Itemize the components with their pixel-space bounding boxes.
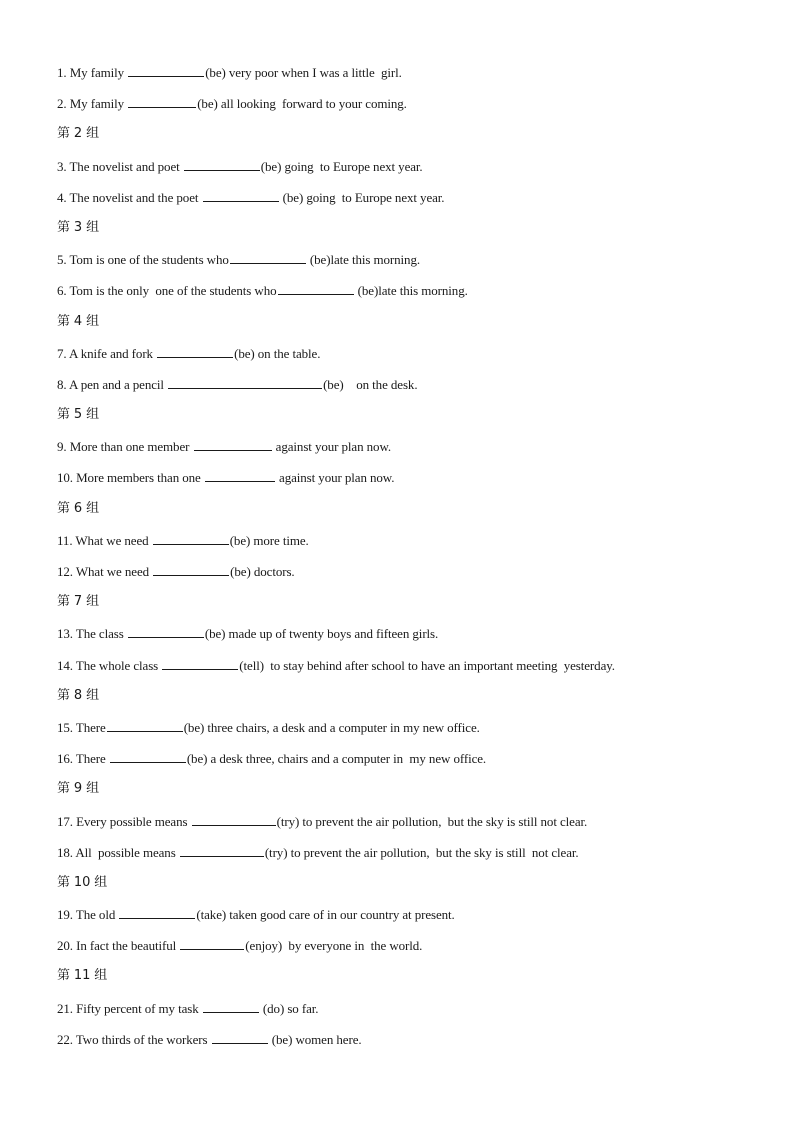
question-line [57, 717, 757, 748]
answer-blank[interactable] [157, 343, 233, 358]
group-heading-text: 第 7 组 [57, 594, 100, 610]
question-suffix: (do) so far. [259, 1000, 319, 1016]
answer-blank[interactable] [180, 842, 264, 857]
question-suffix: (be) made up of twenty boys and fifteen girls. [204, 626, 439, 642]
group-heading-text: 第 9 组 [57, 781, 100, 797]
question-line [57, 935, 757, 966]
question-suffix: (enjoy) by everyone in the world. [245, 938, 423, 954]
question-prefix: 3. The novelist and poet [57, 158, 183, 174]
group-heading-text: 第 6 组 [57, 500, 100, 516]
question-line [57, 530, 757, 561]
question-suffix: (be) all looking forward to your coming. [197, 96, 407, 112]
answer-blank[interactable] [153, 561, 229, 576]
answer-blank[interactable] [212, 1029, 268, 1044]
question-prefix: 8. A pen and a pencil [57, 376, 168, 392]
question-suffix: (be) doctors. [230, 564, 295, 579]
question-prefix: 6. Tom is the only one of the students who [57, 283, 277, 299]
answer-blank[interactable] [168, 374, 322, 389]
answer-blank[interactable] [107, 717, 183, 732]
question-suffix: (be) going to Europe next year. [279, 189, 445, 205]
answer-blank[interactable] [184, 156, 260, 171]
question-prefix: 18. All possible means [57, 844, 179, 860]
question-suffix: (try) to prevent the air pollution, but the sky is still not clear. [264, 844, 579, 860]
group-heading [57, 405, 757, 436]
question-line [57, 374, 757, 405]
group-heading-text: 第 2 组 [57, 126, 100, 142]
question-suffix: (be) three chairs, a desk and a computer in my new office. [183, 719, 480, 735]
question-prefix: 1. My family [57, 65, 128, 80]
question-line [57, 249, 757, 280]
question-suffix: (try) to prevent the air pollution, but the sky is still not clear. [276, 813, 588, 829]
answer-blank[interactable] [128, 93, 196, 108]
question-line [57, 280, 757, 311]
question-suffix: (be) more time. [229, 532, 309, 548]
question-prefix: 20. In fact the beautiful [57, 938, 180, 954]
question-suffix: against your plan now. [275, 470, 395, 486]
group-heading-text: 第 3 组 [57, 219, 100, 235]
question-prefix: 4. The novelist and the poet [57, 189, 202, 205]
question-prefix: 15. There [57, 719, 106, 735]
group-heading [57, 124, 757, 155]
question-line [57, 156, 757, 187]
question-prefix: 14. The whole class [57, 657, 162, 673]
question-line [57, 62, 757, 93]
question-prefix: 16. There [57, 751, 109, 767]
question-prefix: 2. My family [57, 96, 128, 112]
question-prefix: 5. Tom is one of the students who [57, 252, 229, 268]
question-suffix: (be)late this morning. [306, 252, 420, 268]
group-heading-text: 第 11 组 [57, 968, 108, 984]
question-prefix: 10. More members than one [57, 470, 204, 486]
group-heading-text: 第 4 组 [57, 313, 100, 329]
question-prefix: 11. What we need [57, 532, 152, 548]
question-line [57, 655, 757, 686]
answer-blank[interactable] [205, 467, 275, 482]
answer-blank[interactable] [153, 530, 229, 545]
question-prefix: 7. A knife and fork [57, 345, 157, 361]
group-heading [57, 966, 757, 997]
question-suffix: (tell) to stay behind after school to have an important meeting yesterday. [239, 657, 615, 673]
answer-blank[interactable] [128, 62, 204, 77]
question-suffix: (be) going to Europe next year. [260, 158, 423, 174]
answer-blank[interactable] [180, 935, 244, 950]
group-heading-text: 第 10 组 [57, 874, 108, 890]
question-suffix: (be) on the table. [234, 345, 321, 361]
question-prefix: 13. The class [57, 626, 127, 642]
group-heading [57, 499, 757, 530]
question-suffix: (be) very poor when I was a little girl. [205, 65, 402, 80]
question-line [57, 561, 757, 592]
group-heading [57, 218, 757, 249]
group-heading [57, 686, 757, 717]
question-line [57, 343, 757, 374]
question-line [57, 187, 757, 218]
answer-blank[interactable] [203, 187, 279, 202]
question-line [57, 998, 757, 1029]
group-heading-text: 第 8 组 [57, 687, 100, 703]
answer-blank[interactable] [162, 655, 238, 670]
question-line [57, 436, 757, 467]
answer-blank[interactable] [278, 280, 354, 295]
group-heading [57, 312, 757, 343]
question-suffix: (be) a desk three, chairs and a computer in my new office. [186, 751, 487, 767]
group-heading [57, 873, 757, 904]
answer-blank[interactable] [128, 623, 204, 638]
answer-blank[interactable] [192, 811, 276, 826]
question-line [57, 467, 757, 498]
worksheet [57, 62, 757, 1060]
question-prefix: 12. What we need [57, 564, 153, 579]
answer-blank[interactable] [194, 436, 272, 451]
question-suffix: (be) women here. [268, 1031, 362, 1047]
question-line [57, 842, 757, 873]
question-suffix: against your plan now. [272, 439, 392, 455]
answer-blank[interactable] [230, 249, 306, 264]
question-line [57, 811, 757, 842]
question-prefix: 22. Two thirds of the workers [57, 1031, 211, 1047]
question-line [57, 93, 757, 124]
question-prefix: 19. The old [57, 907, 119, 923]
question-line [57, 1029, 757, 1060]
question-line [57, 904, 757, 935]
question-suffix: (take) taken good care of in our country at present. [196, 907, 455, 923]
question-line [57, 748, 757, 779]
question-prefix: 21. Fifty percent of my task [57, 1000, 202, 1016]
question-suffix: (be)late this morning. [354, 283, 468, 299]
answer-blank[interactable] [203, 998, 259, 1013]
answer-blank[interactable] [110, 748, 186, 763]
group-heading [57, 779, 757, 810]
group-heading-text: 第 5 组 [57, 407, 100, 423]
question-prefix: 17. Every possible means [57, 813, 191, 829]
question-suffix: (be) on the desk. [323, 376, 418, 392]
question-prefix: 9. More than one member [57, 439, 193, 455]
answer-blank[interactable] [119, 904, 195, 919]
group-heading [57, 592, 757, 623]
question-line [57, 623, 757, 654]
